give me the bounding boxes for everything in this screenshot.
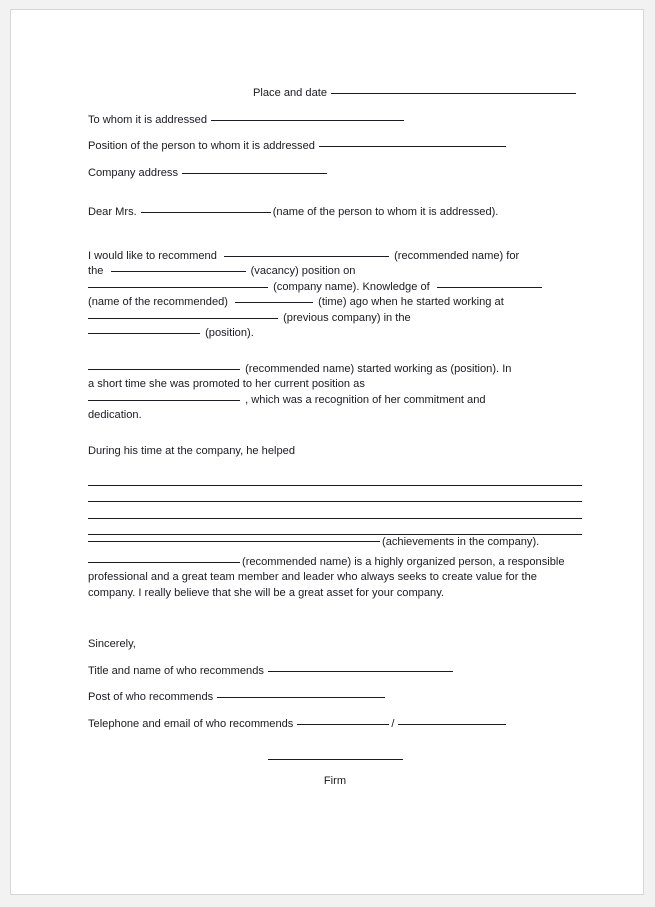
paragraph-1-line-1 [88,249,582,265]
post-row [88,690,582,706]
p1-knowledge-rule[interactable] [437,287,542,288]
paragraph-2 [88,362,582,424]
firm-label: Firm [323,774,347,787]
company-address-row [88,166,582,182]
firm-signature-area [88,750,582,766]
p1-l4-mid: (time) ago when he started working at [318,296,504,308]
p1-previous-company-rule[interactable] [88,318,278,319]
blank-line[interactable] [88,519,582,536]
post-label: Post of who recommends [88,691,214,703]
p1-l1-post: (recommended name) for [394,249,520,262]
firm-signature-rule[interactable] [268,759,403,760]
paragraph-2-line-3 [88,393,582,409]
paragraph-1-line-4 [88,295,582,311]
p1-l2-post: (vacancy) position on [250,265,356,277]
place-and-date-label: Place and date [253,87,328,99]
p1-l4-pre: (name of the recommended) [88,296,228,308]
p1-l2-pre: the [88,265,104,277]
title-and-name-rule[interactable] [268,671,453,672]
p1-company-name-rule[interactable] [88,287,268,288]
telephone-email-row [88,717,582,733]
p1-time-rule[interactable] [235,302,313,303]
telephone-email-label: Telephone and email of who recommends [88,717,294,730]
paragraph-2-line-1 [88,362,582,378]
p1-recommended-name-rule[interactable] [224,256,389,257]
p4-text: (recommended name) is a highly organized person, a responsible professional and a great team member and leader who always seeks to create value for the company. I really believe that she will be a great asset for your company. [88,555,565,599]
paragraph-1-line-3 [88,280,582,296]
p4-recommended-name-rule[interactable] [88,562,240,563]
paragraph-1-line-5 [88,311,582,327]
achievements-final-line [88,535,582,551]
telephone-rule[interactable] [297,724,389,725]
p2-l3-post: , which was a recognition of her commitment and [245,393,486,406]
salutation-greeting: Dear Mrs. [88,206,137,218]
company-address-rule[interactable] [182,173,327,174]
salutation-note: (name of the person to whom it is addressed). [272,206,499,218]
sincerely-label: Sincerely, [88,638,136,650]
to-whom-row [88,113,582,129]
to-whom-rule[interactable] [211,120,404,121]
paragraph-1 [88,249,582,342]
title-and-name-label: Title and name of who recommends [88,664,264,677]
post-rule[interactable] [217,697,385,698]
p1-l1-pre: I would like to recommend [88,249,217,262]
paragraph-3-intro: During his time at the company, he helped [88,444,295,457]
paragraph-4 [88,555,582,602]
title-and-name-row [88,664,582,680]
document-page [10,9,644,895]
salutation-name-rule[interactable] [141,212,271,213]
p2-recommended-name-rule[interactable] [88,369,240,370]
paragraph-2-line-4: dedication. [88,409,142,421]
addressee-position-rule[interactable] [319,146,506,147]
addressee-position-row [88,139,582,155]
blank-line[interactable] [88,469,582,486]
place-and-date-rule[interactable] [331,93,576,94]
p1-position-rule[interactable] [88,333,200,334]
paragraph-1-line-2 [88,264,582,280]
paragraph-2-line-2: a short time she was promoted to her current position as [88,378,365,390]
email-rule[interactable] [398,724,506,725]
achievements-rule[interactable] [88,541,380,542]
paragraph-3 [88,444,582,551]
p1-l3-post: (company name). Knowledge of [273,280,430,293]
document-body [88,86,582,789]
paragraph-1-line-6 [88,326,582,342]
achievements-blank-lines [88,469,582,551]
to-whom-label: To whom it is addressed [88,113,208,126]
company-address-label: Company address [88,166,179,179]
telephone-email-separator: / [391,717,395,730]
place-and-date-row [253,86,582,102]
addressee-position-label: Position of the person to whom it is addressed [88,140,315,152]
achievements-note: (achievements in the company). [382,536,540,548]
p2-current-position-rule[interactable] [88,400,240,401]
salutation-row [88,205,582,221]
blank-line[interactable] [88,486,582,503]
p1-vacancy-rule[interactable] [111,271,246,272]
p2-l1-post: (recommended name) started working as (position). In [245,362,512,375]
p1-l6-post: (position). [205,327,254,339]
blank-line[interactable] [88,502,582,519]
p1-l5-post: (previous company) in the [283,311,411,324]
